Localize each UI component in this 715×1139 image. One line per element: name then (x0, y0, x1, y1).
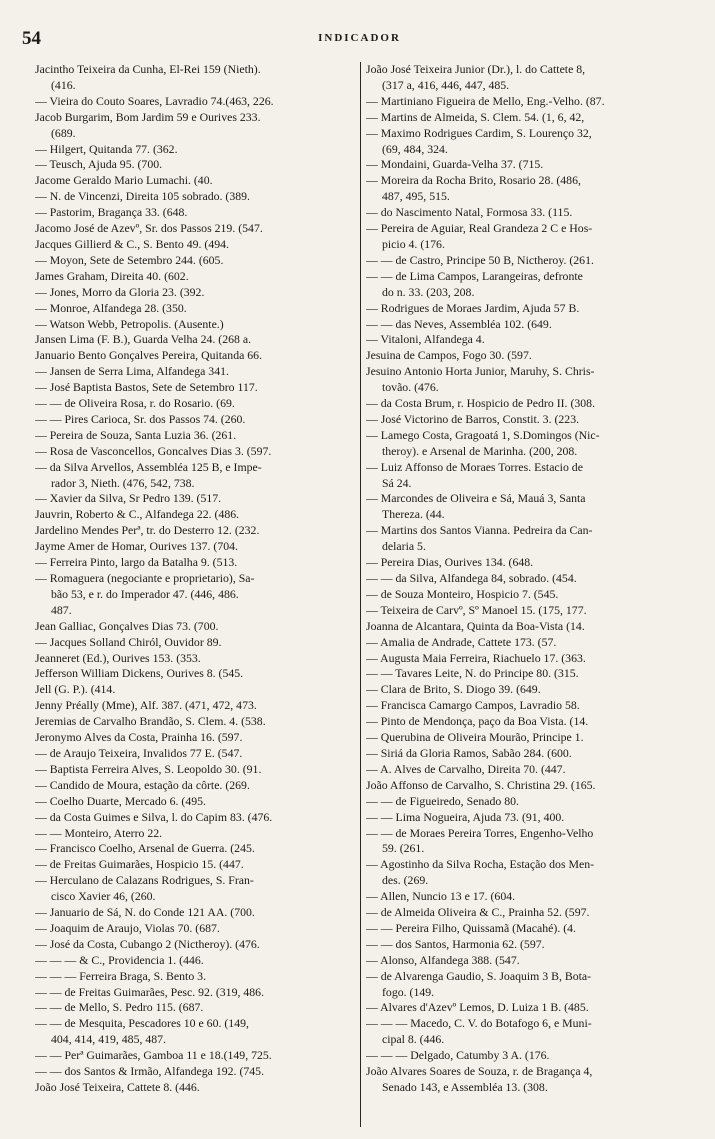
directory-entry: — — de Mesquita, Pescadores 10 e 60. (149, (35, 1016, 249, 1031)
directory-entry: — — Perª Guimarães, Gamboa 11 e 18.(149, 725. (35, 1048, 272, 1063)
directory-entry-continuation: (69, 484, 324. (382, 141, 448, 156)
directory-entry: — Baptista Ferreira Alves, S. Leopoldo 30. (91. (35, 761, 262, 776)
directory-entry: — — Lima Nogueira, Ajuda 73. (91, 400. (366, 809, 565, 824)
directory-entry: — de Souza Monteiro, Hospicio 7. (545. (366, 586, 559, 601)
directory-entry: — — de Mello, S. Pedro 115. (687. (35, 1000, 204, 1015)
directory-entry-continuation: Senado 143, e Assembléa 13. (308. (382, 1080, 548, 1094)
directory-entry-continuation: Thereza. (44. (382, 507, 445, 522)
directory-entry: Januario Bento Gonçalves Pereira, Quitanda 66. (35, 348, 263, 363)
directory-entry: James Graham, Direita 40. (602. (35, 268, 189, 283)
directory-entry: — Teixeira de Carvº, Sº Manoel 15. (175, 177. (366, 602, 587, 617)
directory-entry-continuation: rador 3, Nieth. (476, 542, 738. (51, 475, 195, 490)
directory-entry: — de Araujo Teixeira, Invalidos 77 E. (547. (35, 745, 243, 760)
directory-entry: — — dos Santos & Irmão, Alfandega 192. (745. (35, 1064, 265, 1079)
directory-entry: — Hilgert, Quitanda 77. (362. (35, 141, 178, 156)
directory-entry: — Siriá da Gloria Ramos, Sabão 284. (600. (366, 745, 572, 760)
directory-entry-continuation: 404, 414, 419, 485, 487. (51, 1032, 167, 1047)
directory-entry: — José Baptista Bastos, Sete de Setembro 117. (35, 380, 258, 395)
directory-entry: Jefferson William Dickens, Ourives 8. (545. (35, 666, 244, 681)
page-number: 54 (22, 28, 41, 49)
directory-entry: — Marcondes de Oliveira e Sá, Mauá 3, Santa (366, 491, 586, 506)
directory-entry: — Jacques Solland Chiról, Ouvidor 89. (35, 634, 222, 649)
directory-entry: Jell (G. P.). (414. (35, 682, 116, 697)
directory-entry: — — — & C., Providencia 1. (446. (35, 952, 204, 967)
directory-entry: João Alvares Soares de Souza, r. de Bragança 4, (366, 1064, 593, 1079)
directory-entry: Jacintho Teixeira da Cunha, El-Rei 159 (Nieth). (35, 62, 261, 76)
directory-entry: — Alonso, Alfandega 388. (547. (366, 952, 520, 967)
directory-entry-continuation: tovão. (476. (382, 380, 439, 395)
directory-entry-continuation: theroy). e Arsenal de Marinha. (200, 208. (382, 443, 578, 458)
directory-entry: — Pereira Dias, Ourives 134. (648. (366, 555, 534, 570)
directory-entry: Jeremias de Carvalho Brandão, S. Clem. 4. (538. (35, 714, 266, 729)
directory-entry: — José da Costa, Cubango 2 (Nictheroy). (476. (35, 936, 260, 951)
directory-entry: Jardelino Mendes Perª, tr. do Desterro 12. (232. (35, 523, 260, 538)
directory-entry: — da Costa Brum, r. Hospicio de Pedro II. (308. (366, 396, 596, 411)
directory-entry: — Romaguera (negociante e proprietario), Sa- (35, 571, 255, 585)
directory-entry: — Jones, Morro da Gloria 23. (392. (35, 284, 205, 299)
directory-entry: — — Tavares Leite, N. do Principe 80. (315. (366, 666, 579, 681)
directory-entry-continuation: des. (269. (382, 873, 429, 888)
directory-entry-continuation: cisco Xavier 46, (260. (51, 889, 156, 904)
directory-entry: — da Silva Arvellos, Assembléa 125 B, e Impe- (35, 459, 262, 474)
directory-entry: — Rodrigues de Moraes Jardim, Ajuda 57 B. (366, 300, 580, 315)
directory-entry: Joanna de Alcantara, Quinta da Boa-Vista (14. (366, 618, 585, 633)
directory-entry: — Martins de Almeida, S. Clem. 54. (1, 6, 42, (366, 109, 585, 124)
directory-entry-continuation: cipal 8. (446. (382, 1032, 445, 1047)
directory-entry: Jacob Burgarim, Bom Jardim 59 e Ourives 233. (35, 109, 261, 124)
directory-entry: — Coelho Duarte, Mercado 6. (495. (35, 793, 207, 808)
directory-entry: — — Pires Carioca, Sr. dos Passos 74. (260. (35, 411, 246, 426)
directory-entry: — Agostinho da Silva Rocha, Estação dos Men- (366, 857, 595, 872)
directory-entry: — Pastorim, Bragança 33. (648. (35, 205, 188, 220)
directory-entry: — Ferreira Pinto, largo da Batalha 9. (513. (35, 555, 238, 570)
directory-entry: — — dos Santos, Harmonia 62. (597. (366, 936, 545, 951)
directory-entry: — Watson Webb, Petropolis. (Ausente.) (35, 316, 224, 331)
directory-entry: Jenny Préally (Mme), Alf. 387. (471, 472, 473. (35, 698, 257, 713)
directory-entry: — Alvares d'Azevº Lemos, D. Luiza 1 B. (485. (366, 1000, 589, 1015)
directory-entry: — de Freitas Guimarães, Hospicio 15. (447. (35, 857, 244, 872)
directory-entry: — — de Castro, Principe 50 B, Nictheroy. (261. (366, 252, 594, 267)
directory-entry: — da Costa Guimes e Silva, l. do Capim 83. (476. (35, 809, 273, 824)
directory-entry: — Lamego Costa, Gragoatá 1, S.Domingos (Nic- (366, 427, 600, 442)
directory-entry: Jacques Gillierd & C., S. Bento 49. (494. (35, 236, 229, 251)
directory-entry: — de Alvarenga Gaudio, S. Joaquim 3 B, Bota- (366, 968, 592, 983)
directory-entry: — do Nascimento Natal, Formosa 33. (115. (366, 205, 573, 220)
directory-entry: — Francisca Camargo Campos, Lavradio 58. (366, 698, 580, 713)
directory-entry: Jacome Geraldo Mario Lumachi. (40. (35, 173, 213, 188)
directory-entry: — Pereira de Aguiar, Real Grandeza 2 C e Hos- (366, 221, 593, 236)
directory-entry-continuation: (317 a, 416, 446, 447, 485. (382, 77, 510, 92)
directory-entry: Jauvrin, Roberto & C., Alfandega 22. (486. (35, 507, 240, 522)
directory-entry: — Candido de Moura, estação da côrte. (269. (35, 777, 250, 792)
directory-entry: — — das Neves, Assembléa 102. (649. (366, 316, 552, 331)
directory-entry-continuation: (416. (51, 77, 76, 92)
directory-entry: — — de Moraes Pereira Torres, Engenho-Velho (366, 825, 594, 840)
directory-entry: — Augusta Maia Ferreira, Riachuelo 17. (363. (366, 650, 586, 665)
directory-entry-continuation: fogo. (149. (382, 984, 435, 999)
directory-entry: — Allen, Nuncio 13 e 17. (604. (366, 889, 516, 904)
directory-entry: — Pinto de Mendonça, paço da Boa Vista. (14. (366, 714, 589, 729)
directory-entry: — — — Ferreira Braga, S. Bento 3. (35, 968, 207, 983)
directory-entry: — — da Silva, Alfandega 84, sobrado. (454. (366, 571, 577, 585)
directory-entry-continuation: 487, 495, 515. (382, 189, 450, 204)
page-header (22, 28, 697, 50)
directory-entry: — — de Figueiredo, Senado 80. (366, 793, 520, 808)
directory-entry: — Joaquim de Araujo, Violas 70. (687. (35, 920, 220, 935)
column-divider (360, 62, 361, 1127)
directory-entry: — — de Oliveira Rosa, r. do Rosario. (69. (35, 396, 235, 411)
directory-entry: — Martiniano Figueira de Mello, Eng.-Velho. (87. (366, 93, 605, 108)
right-column (366, 62, 701, 1111)
directory-entry: — Martins dos Santos Vianna. Pedreira da Can- (366, 523, 593, 538)
directory-entry: — de Almeida Oliveira & C., Prainha 52. (597. (366, 905, 590, 920)
directory-entry: — Monroe, Alfandega 28. (350. (35, 300, 187, 315)
directory-entry: — Querubina de Oliveira Mourão, Principe 1. (366, 730, 584, 745)
directory-entry-continuation: bão 53, e r. do Imperador 47. (446, 486. (51, 586, 239, 601)
directory-entry: — Jansen de Serra Lima, Alfandega 341. (35, 364, 229, 379)
directory-entry: — Moreira da Rocha Brito, Rosario 28. (486, (366, 173, 581, 188)
directory-entry: Jeanneret (Ed.), Ourives 153. (353. (35, 650, 201, 665)
directory-entry: Jeronymo Alves da Costa, Prainha 16. (597. (35, 730, 243, 745)
directory-entry: — Maximo Rodrigues Cardim, S. Lourenço 32, (366, 125, 592, 140)
directory-entry: — Moyon, Sete de Setembro 244. (605. (35, 252, 224, 267)
directory-entry: — Januario de Sá, N. do Conde 121 AA. (700. (35, 905, 255, 920)
directory-entry: João José Teixeira Junior (Dr.), l. do Cattete 8, (366, 62, 586, 76)
directory-entry-continuation: Sá 24. (382, 475, 412, 490)
directory-entry: João Affonso de Carvalho, S. Christina 29. (165. (366, 777, 596, 792)
directory-entry: — — de Lima Campos, Larangeiras, defronte (366, 268, 583, 283)
directory-entry: — N. de Vincenzi, Direita 105 sobrado. (389. (35, 189, 250, 204)
directory-entry: Jesuina de Campos, Fogo 30. (597. (366, 348, 532, 363)
directory-entry: — Mondaini, Guarda-Velha 37. (715. (366, 157, 544, 172)
directory-entry-continuation: 487. (51, 602, 72, 617)
directory-entry: Jesuino Antonio Horta Junior, Maruhy, S. Chris- (366, 364, 595, 379)
directory-entry: — Luiz Affonso de Moraes Torres. Estacio de (366, 459, 583, 474)
left-column (35, 62, 360, 1111)
directory-entry-continuation: 59. (261. (382, 841, 425, 856)
directory-entry: — Vitaloni, Alfandega 4. (366, 332, 485, 347)
directory-entry-continuation: do n. 33. (203, 208. (382, 284, 475, 299)
directory-entry-continuation: picio 4. (176. (382, 236, 445, 251)
directory-entry: — — Monteiro, Aterro 22. (35, 825, 163, 840)
directory-entry-continuation: delaria 5. (382, 539, 426, 554)
directory-entry: — A. Alves de Carvalho, Direita 70. (447. (366, 761, 566, 776)
directory-entry: — Herculano de Calazans Rodrigues, S. Fran- (35, 873, 254, 888)
running-head: INDICADOR (318, 32, 401, 44)
directory-entry: — Teusch, Ajuda 95. (700. (35, 157, 163, 172)
directory-entry: — Pereira de Souza, Santa Luzia 36. (261. (35, 427, 237, 442)
directory-entry: — Vieira do Couto Soares, Lavradio 74.(463, 226. (35, 93, 274, 108)
directory-entry: — — de Freitas Guimarães, Pesc. 92. (319, 486. (35, 984, 265, 999)
directory-entry: — — Pereira Filho, Quissamã (Macahé). (4. (366, 920, 576, 935)
directory-entry: — Rosa de Vasconcellos, Goncalves Dias 3. (597. (35, 443, 272, 458)
directory-entry: — Xavier da Silva, Sr Pedro 139. (517. (35, 491, 222, 506)
directory-entry: Jacomo José de Azevº, Sr. dos Passos 219. (547. (35, 221, 263, 236)
directory-entry: Jayme Amer de Homar, Ourives 137. (704. (35, 539, 238, 554)
directory-entry: João José Teixeira, Cattete 8. (446. (35, 1080, 200, 1094)
directory-entry: — — — Delgado, Catumby 3 A. (176. (366, 1048, 550, 1063)
directory-entry-continuation: (689. (51, 125, 76, 140)
directory-entry: — Clara de Brito, S. Diogo 39. (649. (366, 682, 541, 697)
directory-entry: — Francisco Coelho, Arsenal de Guerra. (245. (35, 841, 255, 856)
directory-entry: Jean Galliac, Gonçalves Dias 73. (700. (35, 618, 219, 633)
directory-entry: — Amalia de Andrade, Cattete 173. (57. (366, 634, 557, 649)
directory-entry: — José Victorino de Barros, Constit. 3. (223. (366, 411, 580, 426)
directory-entry: Jansen Lima (F. B.), Guarda Velha 24. (268 a. (35, 332, 252, 347)
directory-entry: — — — Macedo, C. V. do Botafogo 6, e Muni- (366, 1016, 592, 1031)
